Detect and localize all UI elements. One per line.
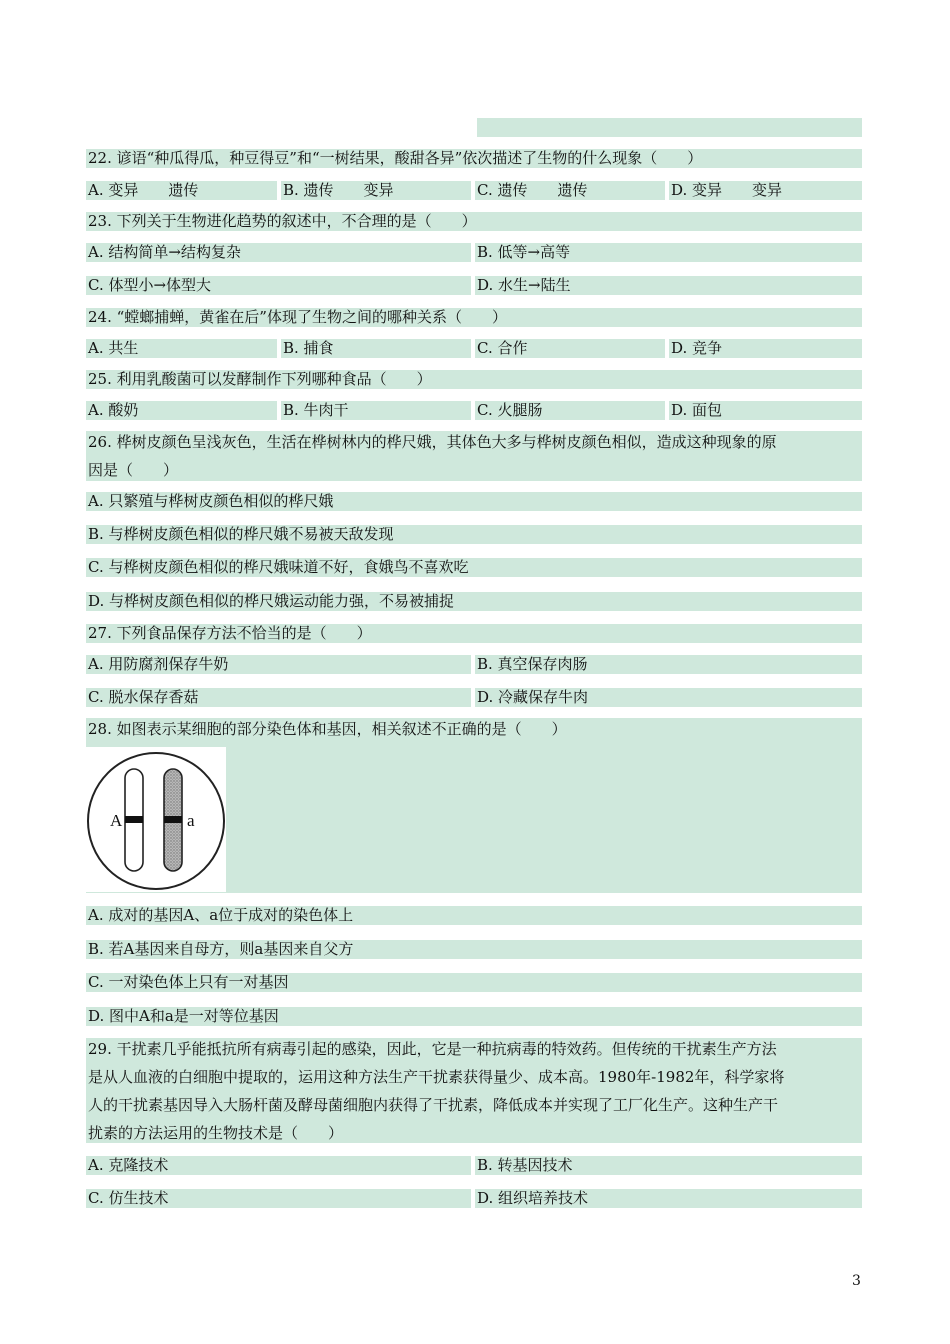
- q29-stem-line4: 扰素的方法运用的生物技术是（ ）: [88, 1124, 344, 1142]
- q25-option-d[interactable]: D. 面包: [671, 401, 723, 419]
- q25-option-b[interactable]: B. 牛肉干: [283, 401, 349, 419]
- q29-option-d[interactable]: D. 组织培养技术: [477, 1189, 589, 1207]
- centromere-right: [164, 816, 182, 823]
- q25-stem: 25. 利用乳酸菌可以发酵制作下列哪种食品（ ）: [88, 370, 432, 388]
- page-number: 3: [852, 1273, 861, 1289]
- q29-option-c[interactable]: C. 仿生技术: [88, 1189, 169, 1207]
- q24-stem: 24. “螳螂捕蝉，黄雀在后”体现了生物之间的哪种关系（ ）: [88, 308, 507, 326]
- q23-option-a[interactable]: A. 结构简单→结构复杂: [88, 243, 241, 261]
- q28-stem: 28. 如图表示某细胞的部分染色体和基因，相关叙述不正确的是（ ）: [88, 720, 567, 738]
- q29-option-b[interactable]: B. 转基因技术: [477, 1156, 573, 1174]
- q27-option-a[interactable]: A. 用防腐剂保存牛奶: [88, 655, 229, 673]
- q26-option-a[interactable]: A. 只繁殖与桦树皮颜色相似的桦尺娥: [88, 492, 334, 510]
- q26-option-c[interactable]: C. 与桦树皮颜色相似的桦尺娥味道不好，食娥鸟不喜欢吃: [88, 558, 469, 576]
- q23-option-b[interactable]: B. 低等→高等: [477, 243, 571, 261]
- cell-outline: [88, 753, 224, 889]
- q28-option-b[interactable]: B. 若A基因来自母方，则a基因来自父方: [88, 940, 354, 958]
- q29-stem-line3: 人的干扰素基因导入大肠杆菌及酵母菌细胞内获得了干扰素，降低成本并实现了工厂化生产。这种生产干: [88, 1096, 779, 1114]
- q26-stem-line1: 26. 桦树皮颜色呈浅灰色，生活在桦树林内的桦尺娥，其体色大多与桦树皮颜色相似，造成这种现象的原: [88, 433, 777, 451]
- q27-stem: 27. 下列食品保存方法不恰当的是（ ）: [88, 624, 372, 642]
- centromere-left: [125, 816, 143, 823]
- q23-option-d[interactable]: D. 水生→陆生: [477, 276, 571, 294]
- q26-option-b[interactable]: B. 与桦树皮颜色相似的桦尺娥不易被天敌发现: [88, 525, 394, 543]
- chromosome-figure: [86, 747, 226, 892]
- q29-stem-line2: 是从人血液的白细胞中提取的，运用这种方法生产干扰素获得量少、成本高。1980年-1982年，科学家将: [88, 1068, 785, 1086]
- chromosome-diagram: [86, 747, 226, 892]
- q26-option-d[interactable]: D. 与桦树皮颜色相似的桦尺娥运动能力强，不易被捕捉: [88, 592, 455, 610]
- q22-option-b[interactable]: B. 遗传 变异: [283, 181, 394, 199]
- q27-option-b[interactable]: B. 真空保存肉肠: [477, 655, 588, 673]
- q23-stem: 23. 下列关于生物进化趋势的叙述中，不合理的是（ ）: [88, 212, 477, 230]
- q29-stem-line1: 29. 干扰素几乎能抵抗所有病毒引起的感染，因此，它是一种抗病毒的特效药。但传统的干扰素生产方法: [88, 1040, 777, 1058]
- q22-option-d[interactable]: D. 变异 变异: [671, 181, 783, 199]
- q23-option-c[interactable]: C. 体型小→体型大: [88, 276, 212, 294]
- q25-option-c[interactable]: C. 火腿肠: [477, 401, 543, 419]
- q22-option-c[interactable]: C. 遗传 遗传: [477, 181, 588, 199]
- q24-option-b[interactable]: B. 捕食: [283, 339, 334, 357]
- q22-stem: 22. 谚语“种瓜得瓜，种豆得豆”和“一树结果，酸甜各异”依次描述了生物的什么现象（ ）: [88, 149, 703, 167]
- gene-label-right: a: [187, 811, 195, 830]
- q26-stem-line2: 因是（ ）: [88, 461, 179, 479]
- q22-option-a[interactable]: A. 变异 遗传: [88, 181, 199, 199]
- q24-option-a[interactable]: A. 共生: [88, 339, 139, 357]
- q29-option-a[interactable]: A. 克隆技术: [88, 1156, 169, 1174]
- q25-option-a[interactable]: A. 酸奶: [88, 401, 139, 419]
- q24-option-d[interactable]: D. 竞争: [671, 339, 723, 357]
- highlight-band: [477, 118, 862, 137]
- q28-option-c[interactable]: C. 一对染色体上只有一对基因: [88, 973, 289, 991]
- q24-option-c[interactable]: C. 合作: [477, 339, 528, 357]
- q28-option-d[interactable]: D. 图中A和a是一对等位基因: [88, 1007, 279, 1025]
- q28-option-a[interactable]: A. 成对的基因A、a位于成对的染色体上: [88, 906, 354, 924]
- q27-option-d[interactable]: D. 冷藏保存牛肉: [477, 688, 589, 706]
- gene-label-left: A: [110, 811, 123, 830]
- q27-option-c[interactable]: C. 脱水保存香菇: [88, 688, 199, 706]
